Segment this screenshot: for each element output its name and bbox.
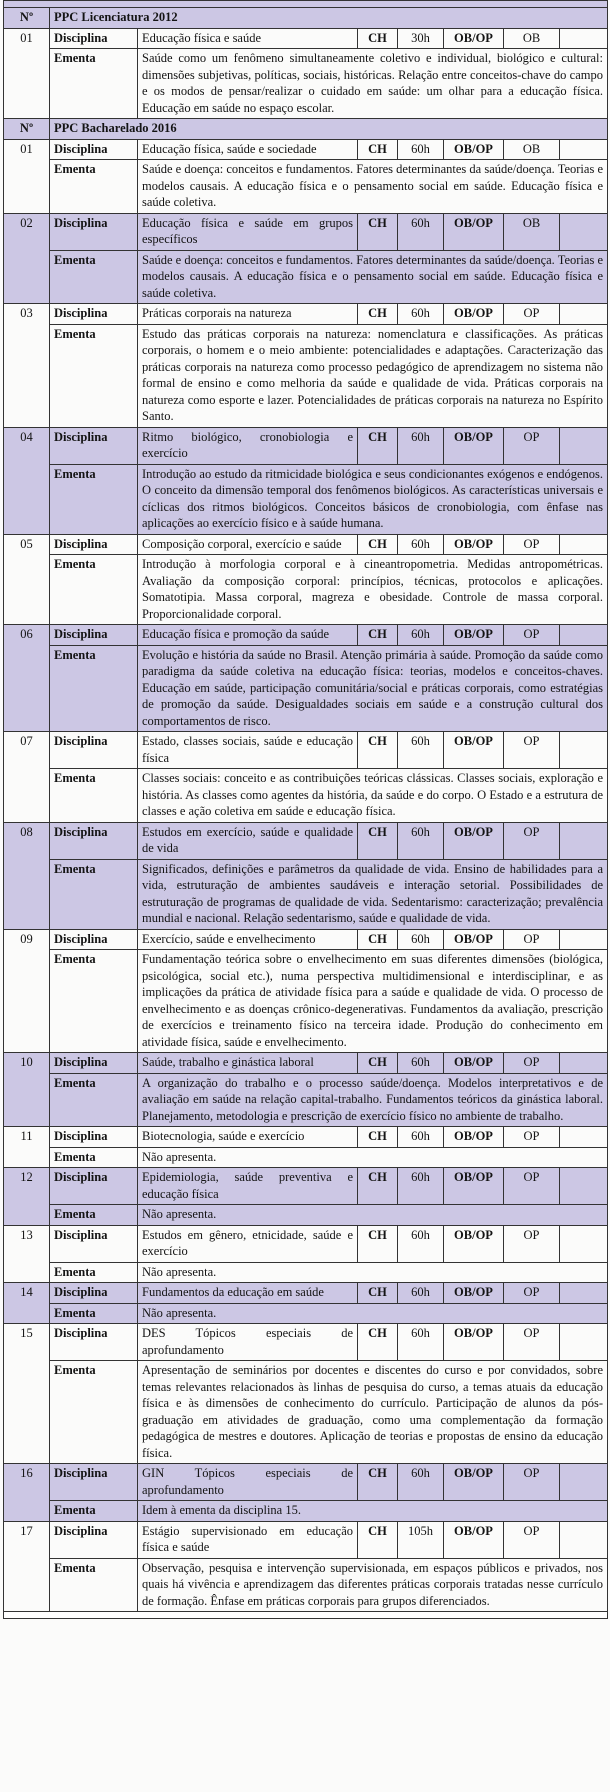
item-number: 16: [4, 1464, 50, 1522]
ementa-row: [4, 1558, 608, 1612]
ementa-row: [4, 555, 608, 625]
disciplina-label: Disciplina: [50, 929, 138, 950]
obop-label: OB/OP: [444, 213, 504, 250]
disciplina-label: Disciplina: [50, 1168, 138, 1205]
obop-label: OB/OP: [444, 1324, 504, 1361]
trailing-empty-cell: [560, 732, 608, 769]
type-value: OP: [504, 1127, 560, 1148]
type-value: OP: [504, 304, 560, 325]
ementa-label: Ementa: [50, 769, 138, 823]
disciplina-label: Disciplina: [50, 213, 138, 250]
type-value: OP: [504, 1464, 560, 1501]
trailing-empty-cell: [560, 1521, 608, 1558]
hours-value: 60h: [398, 1053, 444, 1074]
disciplina-label: Disciplina: [50, 1127, 138, 1148]
ementa-label: Ementa: [50, 1501, 138, 1522]
disciplina-row: [4, 929, 608, 950]
item-number: 01: [4, 139, 50, 213]
ementa-row: [4, 49, 608, 119]
type-value: OP: [504, 929, 560, 950]
disciplina-row: [4, 1521, 608, 1558]
disciplina-title: Educação física e saúde: [138, 28, 358, 49]
item-number: 13: [4, 1225, 50, 1283]
item-number: 11: [4, 1127, 50, 1168]
disciplina-title: GIN Tópicos especiais de aprofundamento: [138, 1464, 358, 1501]
item-number: 10: [4, 1053, 50, 1127]
obop-label: OB/OP: [444, 304, 504, 325]
disciplina-row: [4, 28, 608, 49]
item-number: 17: [4, 1521, 50, 1612]
ch-label: CH: [358, 427, 398, 464]
disciplina-title: Fundamentos da educação em saúde: [138, 1283, 358, 1304]
item-number: 02: [4, 213, 50, 304]
ementa-label: Ementa: [50, 555, 138, 625]
disciplina-title: Epidemiologia, saúde preventiva e educação física: [138, 1168, 358, 1205]
ch-label: CH: [358, 213, 398, 250]
item-number: 07: [4, 732, 50, 823]
ementa-text: Classes sociais: conceito e as contribuições teóricas clássicas. Classes sociais, exploração e história. As classes como agentes da história, da saúde e do corpo. O Estado e a estrutura de classes e ação coletiva em saúde e educação física.: [138, 769, 608, 823]
ementa-text: Não apresenta.: [138, 1205, 608, 1226]
disciplina-label: Disciplina: [50, 822, 138, 859]
type-value: OB: [504, 139, 560, 160]
ementa-row: [4, 1303, 608, 1324]
obop-label: OB/OP: [444, 625, 504, 646]
obop-label: OB/OP: [444, 1127, 504, 1148]
obop-label: OB/OP: [444, 732, 504, 769]
obop-label: OB/OP: [444, 1168, 504, 1205]
disciplina-label: Disciplina: [50, 534, 138, 555]
disciplina-label: Disciplina: [50, 1225, 138, 1262]
disciplina-label: Disciplina: [50, 1521, 138, 1558]
disciplina-row: [4, 304, 608, 325]
hours-value: 60h: [398, 139, 444, 160]
disciplina-label: Disciplina: [50, 732, 138, 769]
hours-value: 60h: [398, 1324, 444, 1361]
type-value: OP: [504, 732, 560, 769]
trailing-empty-cell: [560, 822, 608, 859]
disciplina-title: Composição corporal, exercício e saúde: [138, 534, 358, 555]
ementa-text: Não apresenta.: [138, 1303, 608, 1324]
ementa-row: [4, 1361, 608, 1464]
ementa-label: Ementa: [50, 1361, 138, 1464]
trailing-empty-cell: [560, 534, 608, 555]
disciplina-title: Estudos em gênero, etnicidade, saúde e exercício: [138, 1225, 358, 1262]
trailing-empty-cell: [560, 1464, 608, 1501]
trailing-empty-cell: [560, 929, 608, 950]
disciplina-row: [4, 534, 608, 555]
trailing-empty-cell: [560, 28, 608, 49]
ch-label: CH: [358, 534, 398, 555]
curriculum-table: [3, 0, 608, 1619]
top-strip: [4, 1, 608, 8]
hours-value: 60h: [398, 1283, 444, 1304]
type-value: OP: [504, 1053, 560, 1074]
trailing-empty-cell: [560, 139, 608, 160]
curriculum-table-body: [4, 1, 608, 1619]
ementa-label: Ementa: [50, 250, 138, 304]
ementa-label: Ementa: [50, 49, 138, 119]
obop-label: OB/OP: [444, 427, 504, 464]
ementa-text: Evolução e história da saúde no Brasil. Atenção primária à saúde. Promoção da saúde como paradigma da saúde coletiva na educação física: teorias, modelos e conceitos-chaves. Educação em saúde, participação comunitária/social e práticas corporais, como estratégias de promoção da saúde. Desigualdades sociais em saúde e a construção cultural dos comportamentos de risco.: [138, 645, 608, 732]
disciplina-row: [4, 732, 608, 769]
trailing-empty-cell: [560, 625, 608, 646]
trailing-empty-cell: [560, 1127, 608, 1148]
disciplina-label: Disciplina: [50, 1464, 138, 1501]
ementa-label: Ementa: [50, 1147, 138, 1168]
item-number: 14: [4, 1283, 50, 1324]
disciplina-title: Práticas corporais na natureza: [138, 304, 358, 325]
ch-label: CH: [358, 1283, 398, 1304]
obop-label: OB/OP: [444, 1521, 504, 1558]
disciplina-title: Educação física e saúde em grupos específicos: [138, 213, 358, 250]
ch-label: CH: [358, 1168, 398, 1205]
ementa-label: Ementa: [50, 160, 138, 214]
disciplina-row: [4, 1464, 608, 1501]
type-value: OB: [504, 28, 560, 49]
disciplina-row: [4, 822, 608, 859]
ementa-label: Ementa: [50, 1558, 138, 1612]
trailing-empty-cell: [560, 1225, 608, 1262]
disciplina-row: [4, 427, 608, 464]
obop-label: OB/OP: [444, 28, 504, 49]
ementa-text: Introdução ao estudo da ritmicidade biológica e seus condicionantes exógenos e endógenos. O conceito da dimensão temporal dos fenômenos biológicos. As características universais e cíclicas dos ritmos biológicos. Conceitos básicos de cronobiologia, com ênfase nas aplicações ao exercício físico e à saúde humana.: [138, 464, 608, 534]
ementa-text: A organização do trabalho e o processo saúde/doença. Modelos interpretativos e de avaliação em saúde na relação capital-trabalho. Fundamentos teóricos da ginástica laboral. Planejamento, metodologia e prescrição de exercício físico no ambiente de trabalho.: [138, 1073, 608, 1127]
hours-value: 60h: [398, 732, 444, 769]
ementa-row: [4, 1205, 608, 1226]
bottom-strip-row: [4, 1612, 608, 1619]
disciplina-row: [4, 1324, 608, 1361]
item-number: 03: [4, 304, 50, 428]
hours-value: 105h: [398, 1521, 444, 1558]
hours-value: 60h: [398, 929, 444, 950]
disciplina-row: [4, 1053, 608, 1074]
type-value: OP: [504, 822, 560, 859]
ementa-row: [4, 769, 608, 823]
top-strip-row: [4, 1, 608, 8]
obop-label: OB/OP: [444, 1283, 504, 1304]
disciplina-title: Estado, classes sociais, saúde e educação física: [138, 732, 358, 769]
hours-value: 60h: [398, 625, 444, 646]
type-value: OB: [504, 213, 560, 250]
trailing-empty-cell: [560, 1283, 608, 1304]
type-value: OP: [504, 1168, 560, 1205]
trailing-empty-cell: [560, 1168, 608, 1205]
type-value: OP: [504, 1324, 560, 1361]
hours-value: 60h: [398, 1127, 444, 1148]
item-number: 06: [4, 625, 50, 732]
item-number: 09: [4, 929, 50, 1053]
obop-label: OB/OP: [444, 1225, 504, 1262]
ementa-row: [4, 160, 608, 214]
ch-label: CH: [358, 304, 398, 325]
disciplina-title: Ritmo biológico, cronobiologia e exercício: [138, 427, 358, 464]
disciplina-label: Disciplina: [50, 1324, 138, 1361]
ementa-text: Estudo das práticas corporais na natureza: nomenclatura e classificações. As práticas corporais, o homem e o meio ambiente: potencialidades e adaptações. Caracterização das práticas corporais na natureza como processo pedagógico de aprendizagem no sistema não formal de ensino e como melhoria da saúde e qualidade de vida. Práticas corporais na natureza como esporte e lazer. Potencialidades de práticas corporais na natureza no Espírito Santo.: [138, 324, 608, 427]
ementa-label: Ementa: [50, 1303, 138, 1324]
hours-value: 60h: [398, 534, 444, 555]
ementa-row: [4, 324, 608, 427]
hours-value: 30h: [398, 28, 444, 49]
disciplina-title: Estudos em exercício, saúde e qualidade de vida: [138, 822, 358, 859]
disciplina-row: [4, 625, 608, 646]
disciplina-label: Disciplina: [50, 1053, 138, 1074]
hours-value: 60h: [398, 427, 444, 464]
disciplina-label: Disciplina: [50, 304, 138, 325]
obop-label: OB/OP: [444, 929, 504, 950]
ementa-row: [4, 250, 608, 304]
ementa-text: Não apresenta.: [138, 1262, 608, 1283]
obop-label: OB/OP: [444, 139, 504, 160]
item-number: 12: [4, 1168, 50, 1226]
ementa-text: Significados, definições e parâmetros da qualidade de vida. Ensino de habilidades para a vida, estruturação de ambientes saudáveis e interação setorial. Possibilidades de estruturação de programas de qualidade de vida. Sedentarismo: caracterização; prevalência mundial e nacional. Relação sedentarismo, saúde e qualidade de vida.: [138, 859, 608, 929]
item-number: 08: [4, 822, 50, 929]
disciplina-row: [4, 1283, 608, 1304]
type-value: OP: [504, 534, 560, 555]
section-header-row: [4, 8, 608, 29]
ementa-label: Ementa: [50, 645, 138, 732]
ch-label: CH: [358, 1521, 398, 1558]
obop-label: OB/OP: [444, 1053, 504, 1074]
section-header-row: [4, 119, 608, 140]
ementa-label: Ementa: [50, 1262, 138, 1283]
hours-value: 60h: [398, 822, 444, 859]
ch-label: CH: [358, 1464, 398, 1501]
bottom-strip: [4, 1612, 608, 1619]
ch-label: CH: [358, 139, 398, 160]
ch-label: CH: [358, 732, 398, 769]
disciplina-row: [4, 139, 608, 160]
item-number: 15: [4, 1324, 50, 1464]
hours-value: 60h: [398, 304, 444, 325]
type-value: OP: [504, 1225, 560, 1262]
section-title: PPC Licenciatura 2012: [50, 8, 608, 29]
disciplina-title: Estágio supervisionado em educação física e saúde: [138, 1521, 358, 1558]
disciplina-row: [4, 213, 608, 250]
section-title: PPC Bacharelado 2016: [50, 119, 608, 140]
ementa-text: Observação, pesquisa e intervenção supervisionada, em espaços públicos e privados, nos quais há vivência e aprendizagem das diferentes práticas corporais tratadas nesse currículo de formação. Ênfase em práticas corporais para grupos diferenciados.: [138, 1558, 608, 1612]
ementa-text: Saúde e doença: conceitos e fundamentos. Fatores determinantes da saúde/doença. Teorias e modelos causais. A educação física e o pensamento social em saúde. Educação física e saúde coletiva.: [138, 160, 608, 214]
disciplina-row: [4, 1168, 608, 1205]
disciplina-label: Disciplina: [50, 427, 138, 464]
ementa-label: Ementa: [50, 859, 138, 929]
ch-label: CH: [358, 28, 398, 49]
disciplina-label: Disciplina: [50, 28, 138, 49]
disciplina-label: Disciplina: [50, 1283, 138, 1304]
disciplina-title: Educação física e promoção da saúde: [138, 625, 358, 646]
ementa-text: Idem à ementa da disciplina 15.: [138, 1501, 608, 1522]
hours-value: 60h: [398, 1168, 444, 1205]
ementa-row: [4, 859, 608, 929]
ementa-text: Saúde como um fenômeno simultaneamente coletivo e individual, biológico e cultural: dimensões subjetivas, políticas, sociais, históricas. Relação entre conceitos-chave do campo e os modos de pensar/realizar o cuidado em saúde: um olhar para a educação física. Educação em saúde no espaço escolar.: [138, 49, 608, 119]
disciplina-row: [4, 1127, 608, 1148]
disciplina-row: [4, 1225, 608, 1262]
ementa-row: [4, 950, 608, 1053]
trailing-empty-cell: [560, 427, 608, 464]
type-value: OP: [504, 427, 560, 464]
disciplina-title: Saúde, trabalho e ginástica laboral: [138, 1053, 358, 1074]
ementa-row: [4, 464, 608, 534]
ementa-text: Não apresenta.: [138, 1147, 608, 1168]
obop-label: OB/OP: [444, 1464, 504, 1501]
ch-label: CH: [358, 1225, 398, 1262]
obop-label: OB/OP: [444, 822, 504, 859]
item-number: 05: [4, 534, 50, 625]
ementa-label: Ementa: [50, 464, 138, 534]
ementa-label: Ementa: [50, 1205, 138, 1226]
ch-label: CH: [358, 929, 398, 950]
trailing-empty-cell: [560, 213, 608, 250]
ementa-label: Ementa: [50, 1073, 138, 1127]
type-value: OP: [504, 1521, 560, 1558]
ch-label: CH: [358, 1127, 398, 1148]
item-number: 01: [4, 28, 50, 119]
ementa-label: Ementa: [50, 950, 138, 1053]
ementa-row: [4, 645, 608, 732]
trailing-empty-cell: [560, 1053, 608, 1074]
ementa-text: Introdução à morfologia corporal e à cineantropometria. Medidas antropométricas. Avaliação da composição corporal: princípios, técnicas, protocolos e aplicações. Somatotipia. Massa corporal, magreza e obesidade. Controle de massa corporal. Proporcionalidade corporal.: [138, 555, 608, 625]
ementa-row: [4, 1147, 608, 1168]
item-number: 04: [4, 427, 50, 534]
ementa-text: Saúde e doença: conceitos e fundamentos. Fatores determinantes da saúde/doença. Teorias e modelos causais. A educação física e o pensamento social em saúde. Educação física e saúde coletiva.: [138, 250, 608, 304]
hours-value: 60h: [398, 213, 444, 250]
hours-value: 60h: [398, 1225, 444, 1262]
ementa-row: [4, 1501, 608, 1522]
ementa-label: Ementa: [50, 324, 138, 427]
ementa-row: [4, 1262, 608, 1283]
ch-label: CH: [358, 625, 398, 646]
trailing-empty-cell: [560, 1324, 608, 1361]
disciplina-label: Disciplina: [50, 139, 138, 160]
ch-label: CH: [358, 1324, 398, 1361]
type-value: OP: [504, 625, 560, 646]
disciplina-title: Biotecnologia, saúde e exercício: [138, 1127, 358, 1148]
disciplina-title: Educação física, saúde e sociedade: [138, 139, 358, 160]
section-no-label: Nº: [4, 8, 50, 29]
ementa-text: Fundamentação teórica sobre o envelhecimento em suas diferentes dimensões (biológica, psicológica, social etc.), numa perspectiva multidimensional e interdisciplinar, e as implicações da prática de atividade física para a saúde e qualidade de vida. O processo de envelhecimento e as doenças crônico-degenerativas. Fundamentos da avaliação, prescrição de exercícios e treinamento físico na terceira idade. Produção do conhecimento em atividade física, saúde e envelhecimento.: [138, 950, 608, 1053]
ch-label: CH: [358, 822, 398, 859]
type-value: OP: [504, 1283, 560, 1304]
ch-label: CH: [358, 1053, 398, 1074]
section-no-label: Nº: [4, 119, 50, 140]
obop-label: OB/OP: [444, 534, 504, 555]
ementa-row: [4, 1073, 608, 1127]
trailing-empty-cell: [560, 304, 608, 325]
disciplina-title: Exercício, saúde e envelhecimento: [138, 929, 358, 950]
hours-value: 60h: [398, 1464, 444, 1501]
ementa-text: Apresentação de seminários por docentes e discentes do curso e por convidados, sobre temas relevantes relacionados às linhas de pesquisa do curso, a temas atuais da educação física e às dimensões de conhecimento do currículo. Participação de alunos da pós-graduação em atividades de graduação, como uma complementação da formação pedagógica de mestres e doutores. Aplicação de teorias e propostas de ensino da educação física.: [138, 1361, 608, 1464]
disciplina-label: Disciplina: [50, 625, 138, 646]
disciplina-title: DES Tópicos especiais de aprofundamento: [138, 1324, 358, 1361]
